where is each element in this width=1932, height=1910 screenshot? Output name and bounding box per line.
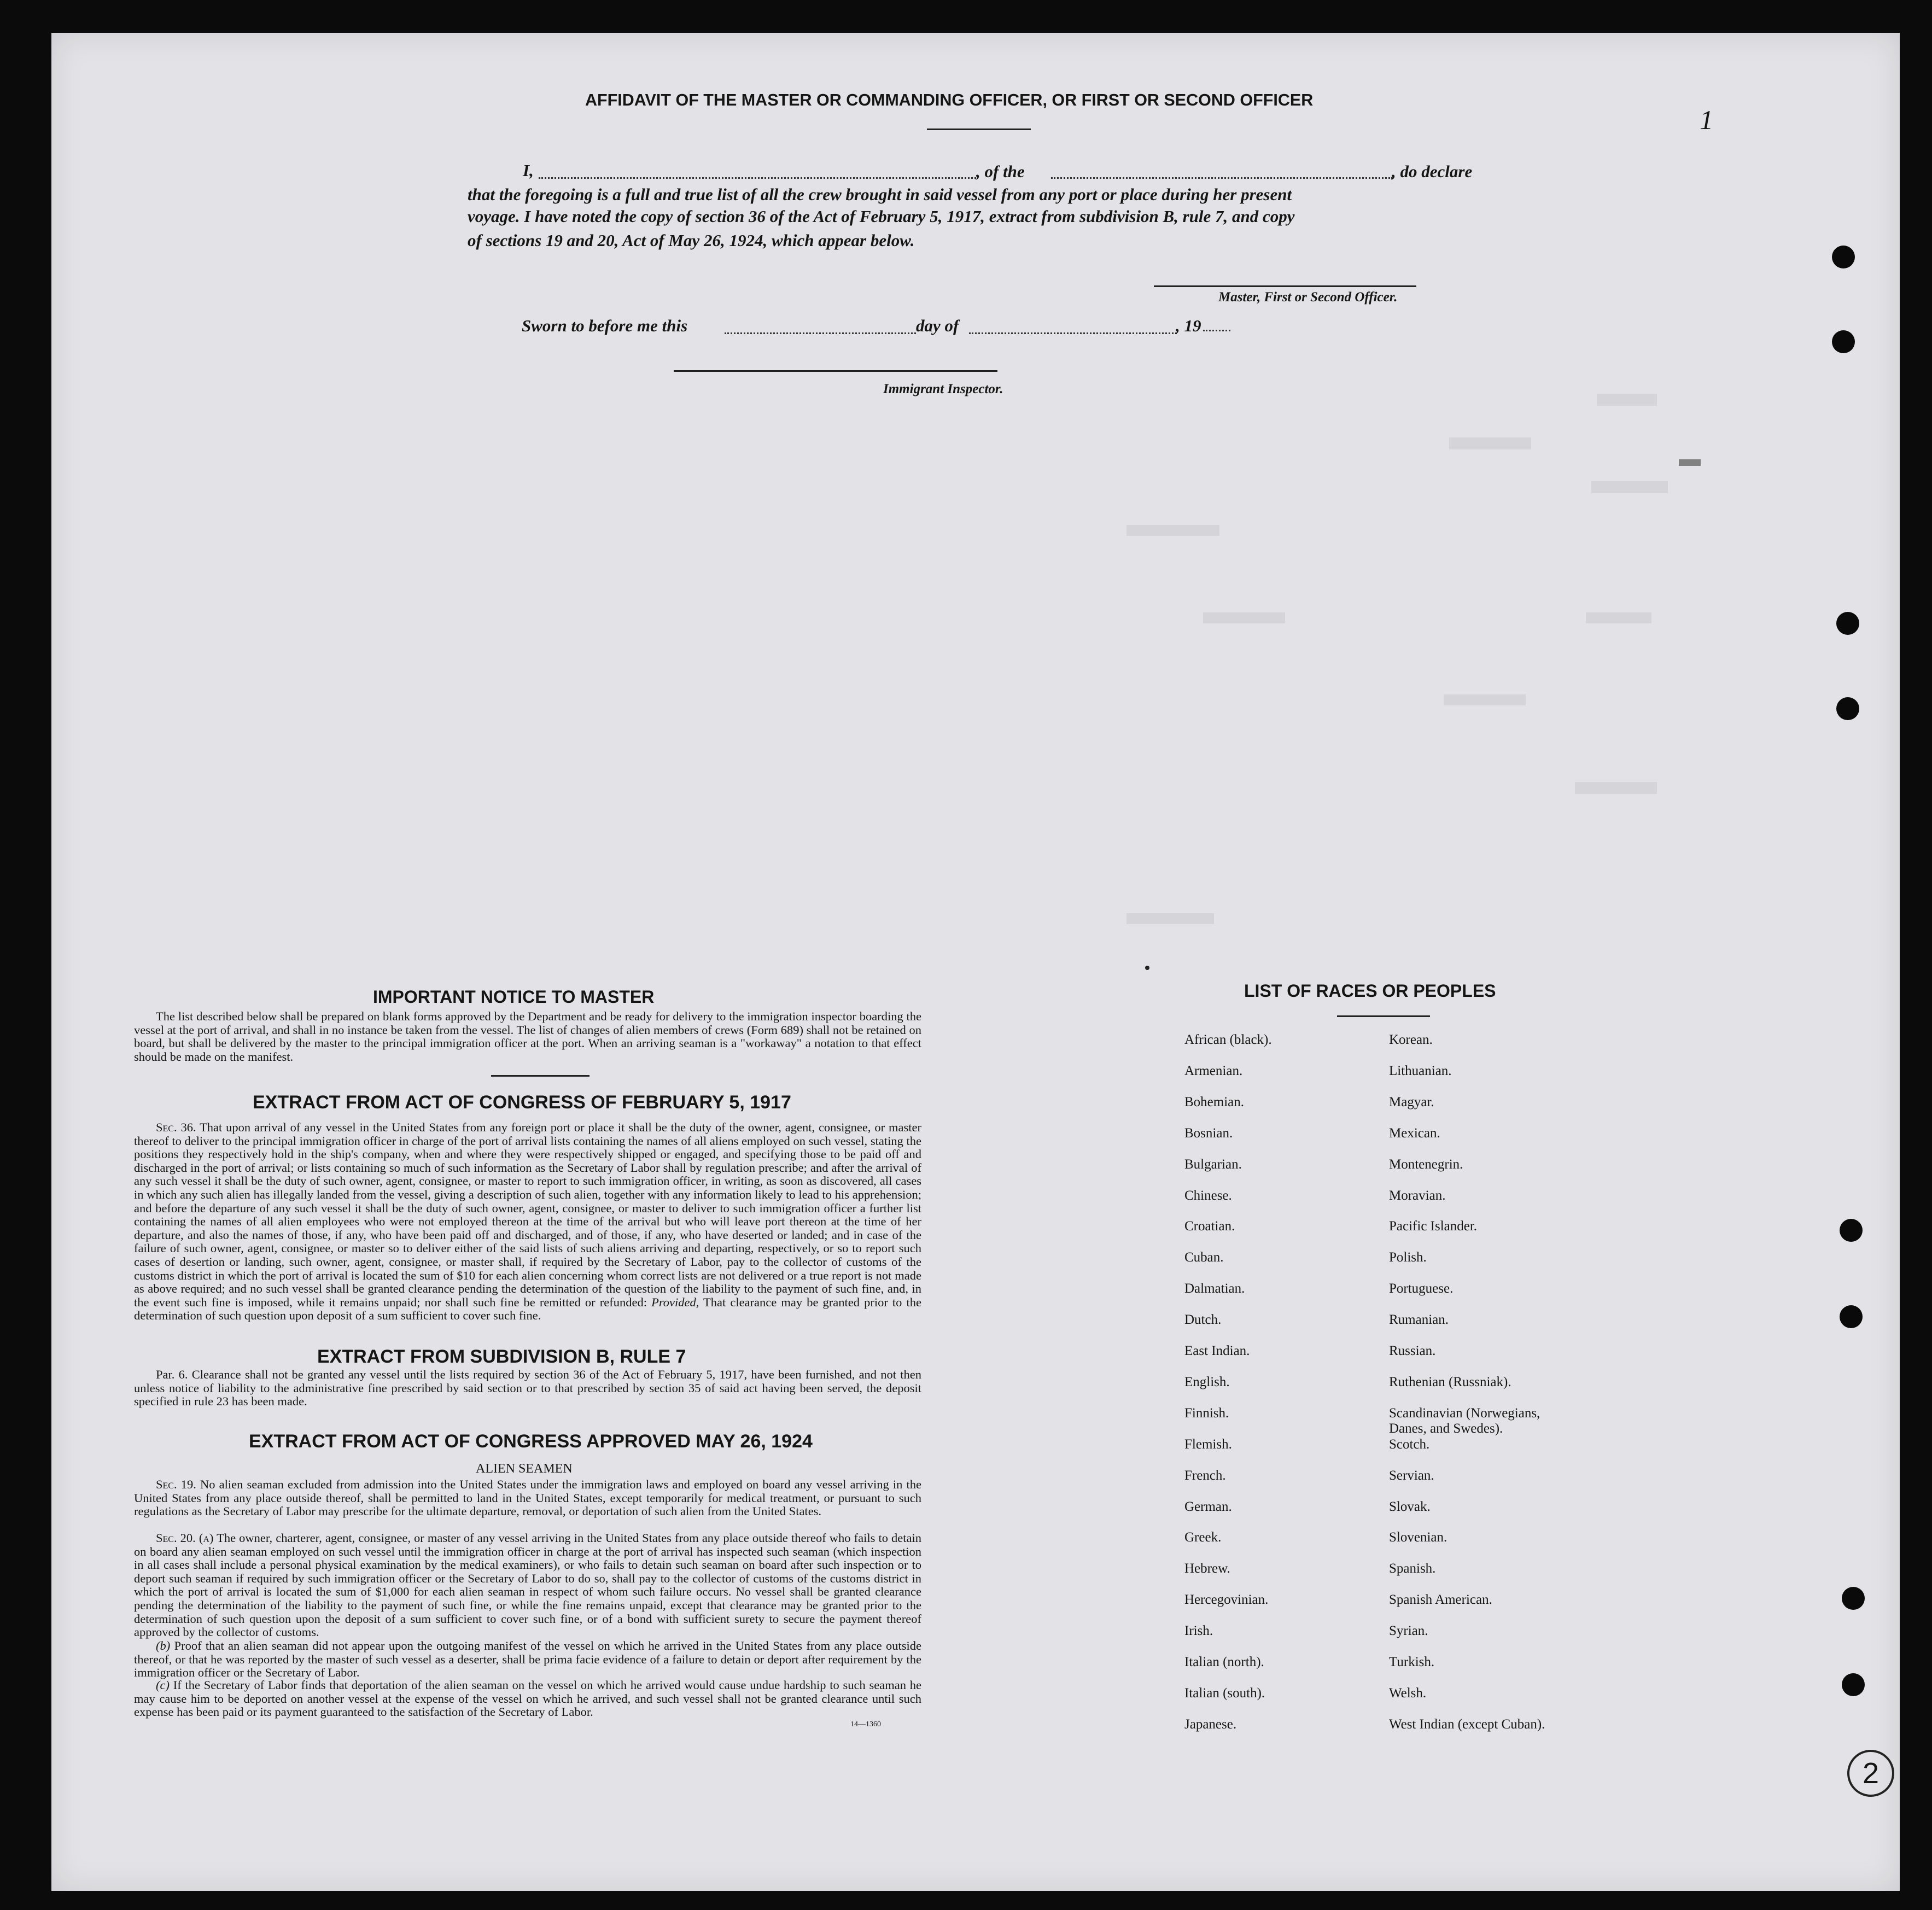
race-item: Hercegovinian.: [1184, 1592, 1269, 1608]
sworn-label: Sworn to before me this: [522, 316, 688, 335]
race-item: Irish.: [1184, 1623, 1213, 1639]
section-20b-text: [134, 1639, 921, 1680]
section-20a-text: [134, 1532, 921, 1639]
show-through-mark: [1449, 437, 1531, 449]
race-item: Mexican.: [1389, 1125, 1440, 1141]
race-item: Montenegrin.: [1389, 1156, 1463, 1172]
binder-hole: [1832, 246, 1855, 268]
show-through-mark: [1126, 913, 1214, 924]
binder-hole: [1836, 612, 1859, 635]
race-item: Lithuanian.: [1389, 1063, 1452, 1078]
alien-seamen-subtitle: ALIEN SEAMEN: [476, 1462, 573, 1476]
race-item: Magyar.: [1389, 1094, 1434, 1109]
section-36-body: That upon arrival of any vessel in the United States from any foreign port or place it shall be the duty of the owner, agent, consignee, or master thereof to deliver to the principal immigration officer in charge of the port of arrival lists containing the names of all aliens employed on such vessel, stating the positions they respectively hold in the ship's company, when and where they were respectively shipped or engaged, and specifying those to be paid off and discharged in the port of arrival; or lists containing so much of such information as the Secretary of Labor shall by regulation prescribe; and after the arrival of any such vessel it shall be the duty of such owner, agent, consignee, or master to report to such immigration officer, in writing, as soon as discovered, all cases in which any such alien has illegally landed from the vessel, giving a description of such alien, together with any information likely to lead to his apprehension; and before the departure of any such vessel it shall be the duty of such owner, agent, consignee, or master to deliver to such immigration officer a further list containing the names of all alien employees who were not employed thereon at the time of the arrival but who will leave port thereon at the time of her departure, and also the names of those, if any, who have been paid off and discharged, and of those, if any, who have deserted or landed; and in case of the failure of such owner, agent, consignee, or master so to deliver either of the said lists of such aliens arriving and departing, respectively, or so to report such cases of desertion or landing, such owner, agent, consignee, or master shall, if required by the Secretary of Labor, pay to the collector of customs of the customs district in which the port of arrival is located the sum of $10 for each alien concerning whom correct lists are not delivered or a true report is not made as above required; and no such vessel shall be granted clearance pending the determination of the question of the liability to the payment of such fine, and, in the event such fine is imposed, while it remains unpaid; nor shall such fine be remitted or refunded:: [134, 1120, 921, 1309]
race-item: Bulgarian.: [1184, 1156, 1242, 1172]
race-item: Moravian.: [1389, 1188, 1446, 1203]
notice-title: IMPORTANT NOTICE TO MASTER: [373, 987, 655, 1007]
race-item: Scandinavian (Norwegians, Danes, and Swedes).: [1389, 1405, 1540, 1436]
race-item: Flemish.: [1184, 1436, 1232, 1452]
section-36-label: Sec. 36.: [156, 1120, 196, 1134]
master-signature-caption: Master, First or Second Officer.: [1218, 290, 1398, 305]
race-item: Chinese.: [1184, 1188, 1232, 1203]
extract-rule7-text: Par. 6. Clearance shall not be granted any vessel until the lists required by section 36 of the Act of February 5, 1917, have been furnished, and not then unless notice of liability to the administrative fine prescribed by said section or to that prescribed by section 35 of said act having been served, the deposit specified in rule 23 has been made.: [134, 1368, 921, 1409]
race-item: East Indian.: [1184, 1344, 1250, 1358]
race-item: Croatian.: [1184, 1219, 1235, 1234]
proviso-label: Provided,: [651, 1295, 699, 1309]
race-item: Turkish.: [1389, 1655, 1435, 1669]
inspector-signature-field[interactable]: [674, 370, 997, 372]
affidavit-text-line2: voyage. I have noted the copy of section 36 of the Act of February 5, 1917, extract from subdivision B, rule 7, and copy: [468, 207, 1295, 226]
race-item: Slovak.: [1389, 1499, 1431, 1514]
year-label: , 19: [1176, 316, 1201, 335]
race-item: Italian (north).: [1184, 1655, 1264, 1669]
race-item: Dalmatian.: [1184, 1281, 1245, 1296]
race-item: Slovenian.: [1389, 1530, 1447, 1545]
show-through-mark: [1126, 525, 1219, 536]
proviso-text: That clearance may be granted prior to the determination of such question upon deposit of a sum sufficient to cover such fine.: [134, 1295, 921, 1323]
title-rule: [927, 128, 1031, 130]
inspector-caption: Immigrant Inspector.: [883, 382, 1003, 396]
section-20c-label: (c): [156, 1678, 170, 1692]
race-item: German.: [1184, 1499, 1232, 1514]
race-item: Dutch.: [1184, 1312, 1222, 1328]
race-item: English.: [1184, 1374, 1230, 1389]
race-item: Pacific Islander.: [1389, 1219, 1478, 1234]
race-item: Greek.: [1184, 1530, 1222, 1545]
form-number: 14—1360: [850, 1720, 881, 1728]
race-item: Cuban.: [1184, 1250, 1224, 1265]
race-item: Armenian.: [1184, 1063, 1243, 1078]
race-item: Polish.: [1389, 1250, 1427, 1265]
i-label: I,: [523, 161, 534, 180]
race-item: Spanish.: [1389, 1561, 1436, 1576]
show-through-mark: [1679, 459, 1701, 466]
binder-hole: [1840, 1219, 1863, 1242]
section-20c-body: If the Secretary of Labor finds that deportation of the alien seaman on the vessel on which he arrived would cause undue hardship to such seaman he may cause him to be deported on another vessel at the expense of the vessel on which he arrived, and such vessel shall not be granted clearance until such expense has been paid or its payment guaranteed to the satisfaction of the Secretary of Labor.: [134, 1678, 922, 1719]
ink-dot: [1145, 966, 1149, 970]
sworn-year-field[interactable]: [1203, 330, 1230, 331]
race-item: Ruthenian (Russniak).: [1389, 1374, 1511, 1389]
section-19-body: No alien seaman excluded from admission into the United States under the immigration laws and employed on board any vessel arriving in the United States from any place outside thereof, shall be permitted to land in the United States, except temporarily for medical treatment, or pursuant to such regulations as the Secretary of Labor may prescribe for the ultimate departure, removal, or deportation of such alien from the United States.: [134, 1477, 921, 1518]
extract-1917-text: [134, 1121, 921, 1323]
race-item: Scotch.: [1389, 1436, 1430, 1452]
master-signature-field[interactable]: [1154, 285, 1416, 287]
races-title: LIST OF RACES OR PEOPLES: [1244, 981, 1496, 1001]
show-through-mark: [1203, 612, 1285, 623]
race-item: West Indian (except Cuban).: [1389, 1716, 1545, 1732]
race-item: Bohemian.: [1184, 1094, 1245, 1109]
race-item: Syrian.: [1389, 1623, 1428, 1639]
extract-rule7-title: EXTRACT FROM SUBDIVISION B, RULE 7: [317, 1346, 686, 1367]
races-title-rule: [1337, 1015, 1430, 1017]
do-declare-label: , do declare: [1392, 162, 1473, 181]
race-item: Spanish American.: [1389, 1592, 1492, 1608]
race-item: Welsh.: [1389, 1685, 1427, 1701]
affidavit-title: AFFIDAVIT OF THE MASTER OR COMMANDING OFFICER, OR FIRST OR SECOND OFFICER: [585, 91, 1314, 109]
binder-hole: [1842, 1673, 1865, 1696]
show-through-mark: [1444, 694, 1526, 705]
race-item: French.: [1184, 1468, 1226, 1483]
race-item: Finnish.: [1184, 1405, 1229, 1421]
notice-text: The list described below shall be prepared on blank forms approved by the Department and be ready for delivery to the immigration inspector boarding the vessel at the port of arrival, and shall in no instance be taken from the vessel. The list of changes of alien members of crews (Form 689) shall not be retained on board, but shall be delivered by the master to the principal immigration officer at the port. When an arriving seaman is a "workaway" a notation to that effect should be made on the manifest.: [134, 1009, 921, 1064]
sworn-day-field[interactable]: [725, 332, 916, 334]
section-rule: [491, 1075, 589, 1077]
binder-hole: [1840, 1305, 1863, 1328]
section-20b-label: (b): [156, 1639, 171, 1652]
binder-hole: [1836, 697, 1859, 720]
race-item: Russian.: [1389, 1344, 1436, 1358]
race-item: Portuguese.: [1389, 1281, 1454, 1296]
affidavit-text-line3: of sections 19 and 20, Act of May 26, 1924, which appear below.: [468, 231, 915, 250]
show-through-mark: [1575, 782, 1657, 794]
show-through-mark: [1591, 481, 1668, 493]
extract-1917-title: EXTRACT FROM ACT OF CONGRESS OF FEBRUARY 5, 1917: [253, 1092, 791, 1113]
section-20a-label: Sec. 20. (a): [156, 1531, 214, 1545]
race-item: Japanese.: [1184, 1716, 1237, 1732]
race-item: Hebrew.: [1184, 1561, 1230, 1576]
section-19-text: [134, 1478, 921, 1518]
page-number-handwritten: 1: [1700, 104, 1713, 135]
affidavit-text-line1: that the foregoing is a full and true list of all the crew brought in said vessel from any port or place during her present: [468, 185, 1292, 204]
race-item: Korean.: [1389, 1032, 1433, 1047]
extract-1924-title: EXTRACT FROM ACT OF CONGRESS APPROVED MAY 26, 1924: [249, 1431, 813, 1452]
show-through-mark: [1586, 612, 1651, 623]
binder-hole: [1832, 330, 1855, 353]
race-item: Servian.: [1389, 1468, 1434, 1483]
section-19-label: Sec. 19.: [156, 1477, 196, 1491]
sworn-month-field[interactable]: [969, 332, 1177, 334]
race-item: African (black).: [1184, 1032, 1272, 1047]
section-20a-body: The owner, charterer, agent, consignee, or master of any vessel arriving in the United States from any place outside thereof who fails to detain on board any alien seaman employed on such vessel until the immigration officer in charge at the port of arrival has inspected such seaman (which inspection in all cases shall include a personal physical examination by the medical examiners), or who fails to detain such seaman on board after such inspection or to deport such seaman if required by such immigration officer or the Secretary of Labor to do so, shall pay to the collector of customs of the customs district in which the port of arrival is located the sum of $1,000 for each alien seaman in respect of whom such failure occurs. No vessel shall be granted clearance pending the determination of the liability to the payment of such fine, or while the fine remains unpaid, except that clearance may be granted prior to the determination of such question upon the deposit of a sum sufficient to cover such fine, or of a bond with sufficient surety to secure the payment thereof approved by the collector of customs.: [134, 1531, 922, 1639]
show-through-mark: [1597, 394, 1657, 406]
race-item: Rumanian.: [1389, 1312, 1449, 1328]
section-20c-text: [134, 1679, 921, 1719]
of-the-label: , of the: [976, 162, 1025, 181]
day-of-label: day of: [916, 316, 959, 335]
name-field[interactable]: [539, 177, 976, 179]
sheet-number-circled: 2: [1847, 1750, 1894, 1797]
race-item: Italian (south).: [1184, 1685, 1265, 1701]
race-item: Bosnian.: [1184, 1125, 1233, 1141]
vessel-field[interactable]: [1051, 177, 1393, 179]
binder-hole: [1842, 1587, 1865, 1610]
section-20b-body: Proof that an alien seaman did not appear upon the outgoing manifest of the vessel on which he arrived in the United States from any place outside thereof, or that he was reported by the master of such vessel as a deserter, shall be prima facie evidence of a failure to detain or deport after requirement by the immigration officer or the Secretary of Labor.: [134, 1639, 921, 1680]
